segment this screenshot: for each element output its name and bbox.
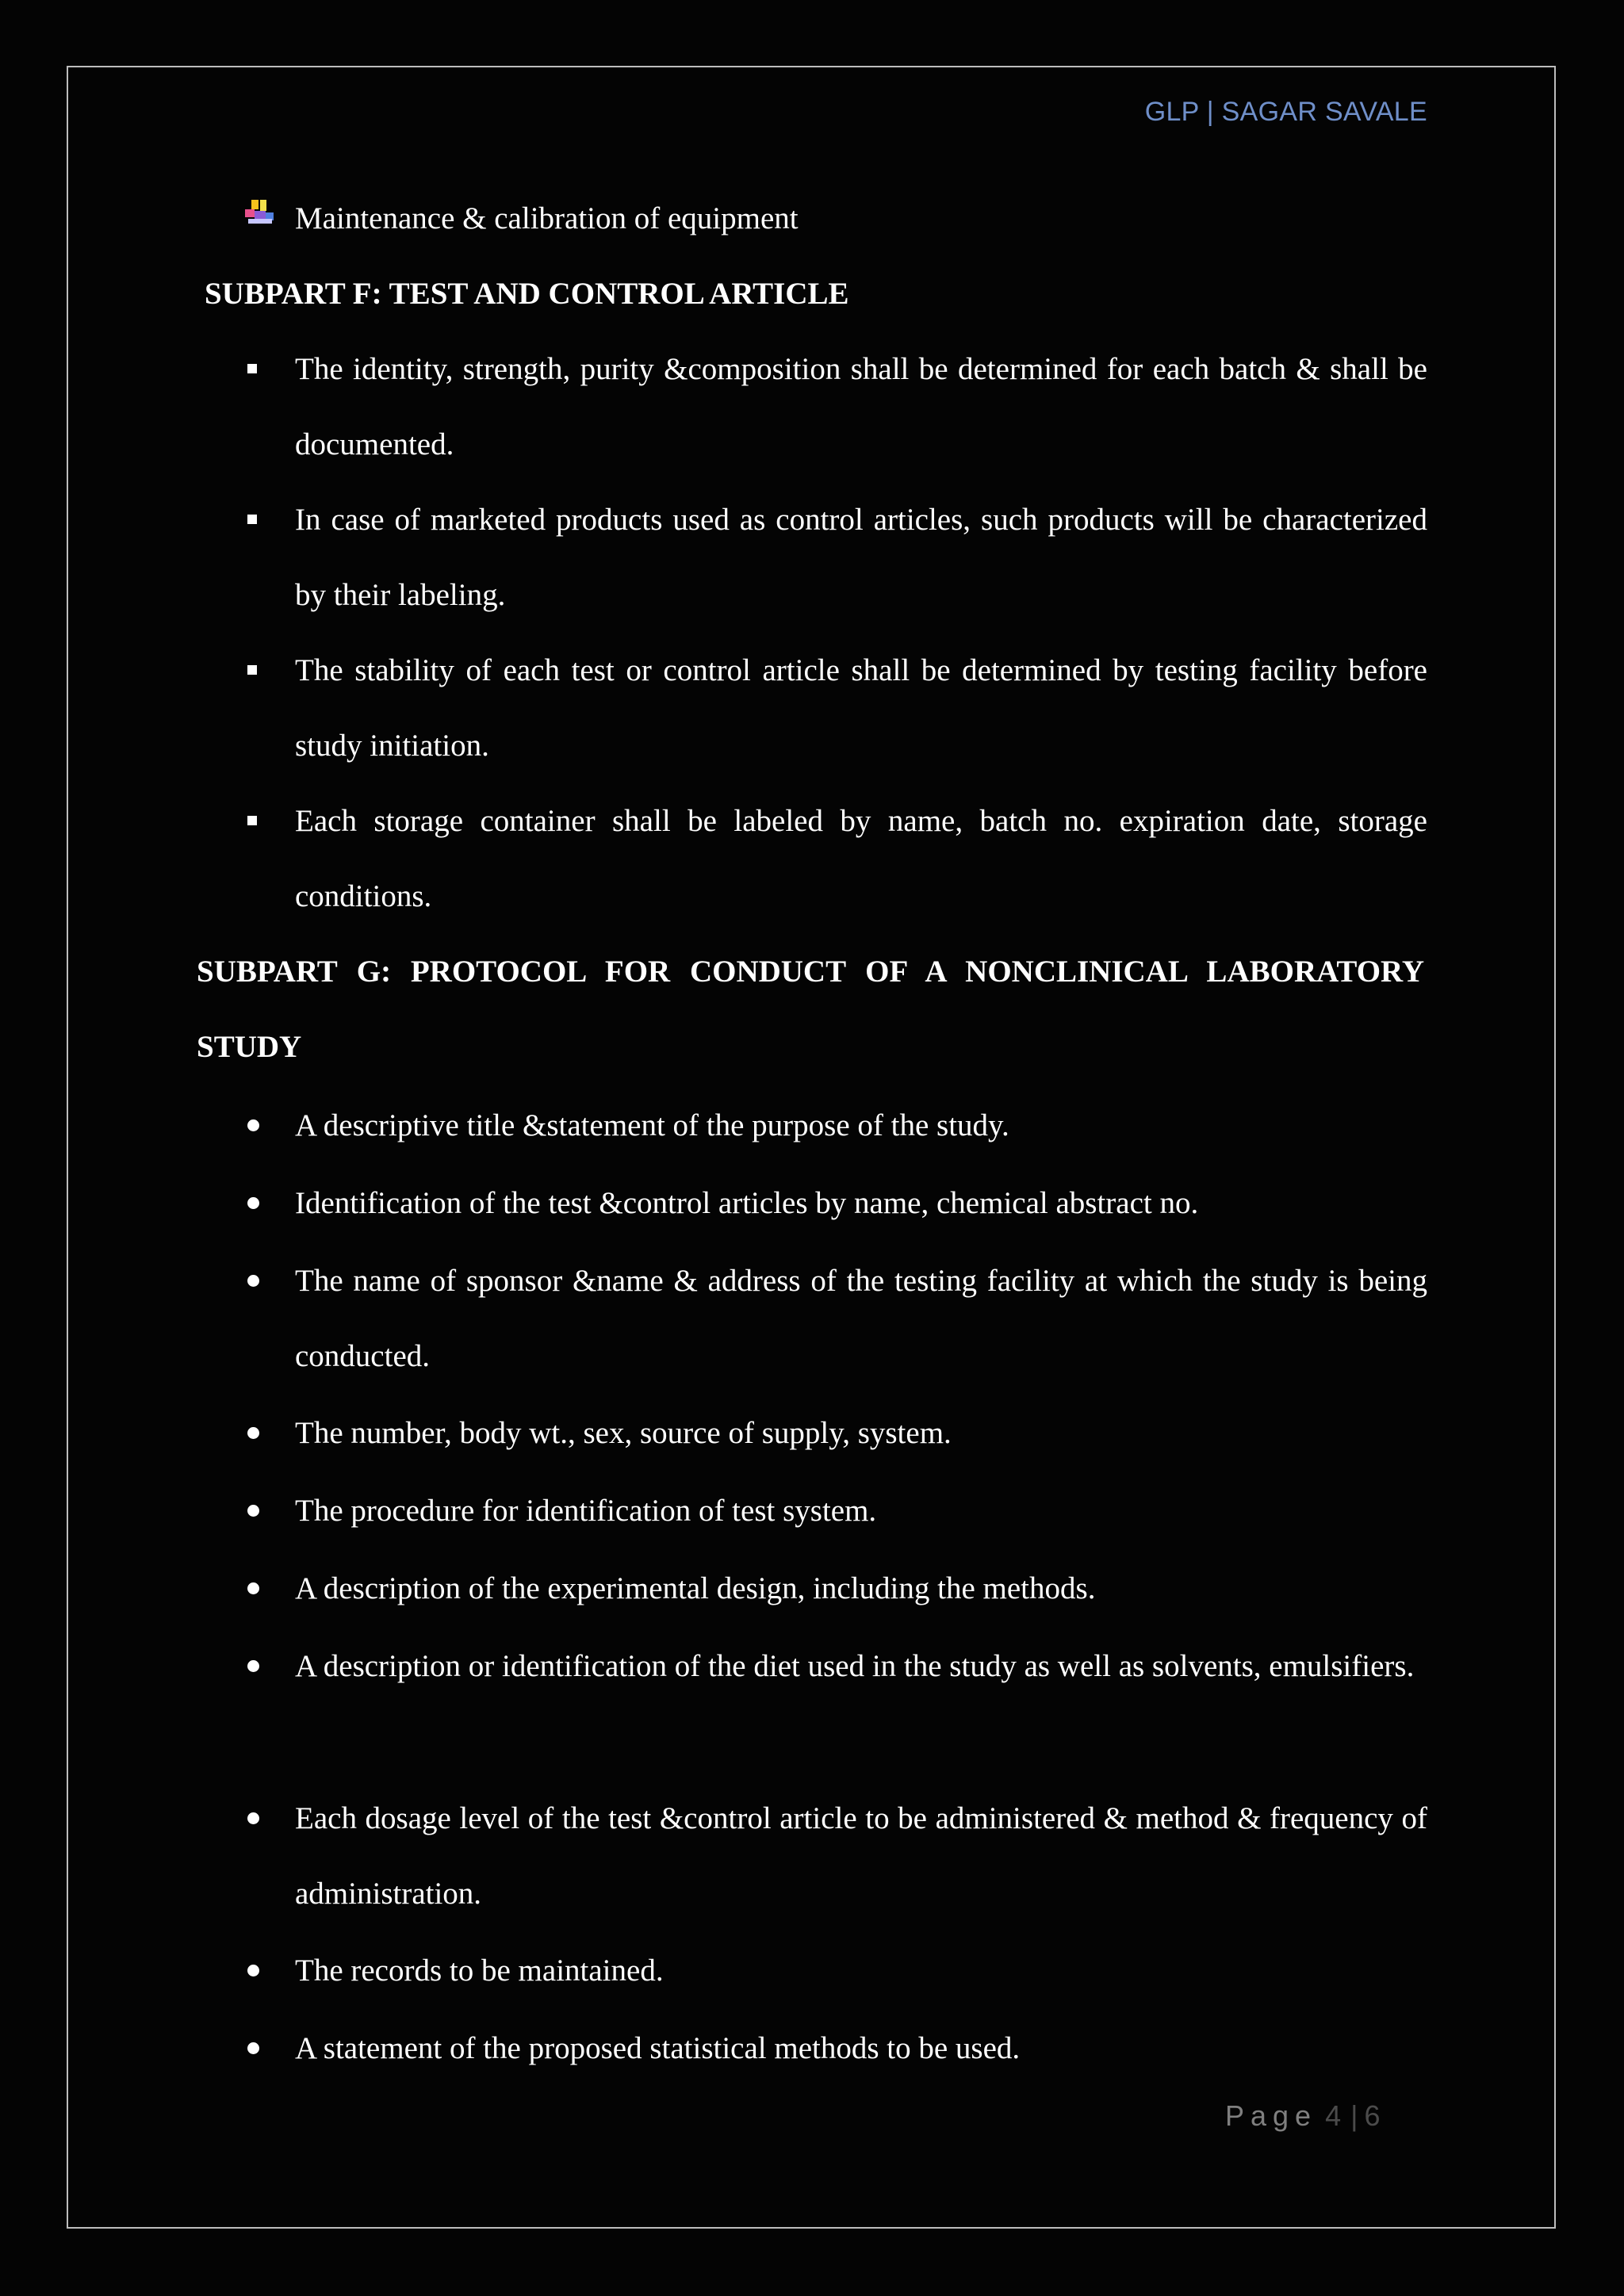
subpart-f-heading: SUBPART F: TEST AND CONTROL ARTICLE <box>205 277 849 311</box>
subpart-g-item: A descriptive title &statement of the purpose of the study. <box>295 1108 1009 1142</box>
round-bullet-icon <box>247 1119 259 1131</box>
square-bullet-icon <box>247 816 257 825</box>
page-total: 6 <box>1364 2099 1384 2132</box>
subpart-f-item: Each storage container shall be labeled by name, batch no. expiration date, storage conditions. <box>295 804 1427 913</box>
subpart-f-item: In case of marketed products used as control articles, such products will be characterized by their labeling. <box>295 503 1427 612</box>
subpart-f-item: The stability of each test or control article shall be determined by testing facility before study initiation. <box>295 653 1427 763</box>
page-label: Page <box>1225 2099 1318 2132</box>
subpart-g-item: Each dosage level of the test &control article to be administered & method & frequency of administration. <box>295 1801 1427 1911</box>
subpart-g-item: A description of the experimental design, including the methods. <box>295 1571 1096 1605</box>
page-footer <box>1225 2099 1384 2133</box>
subpart-g-item: A description or identification of the diet used in the study as well as solvents, emulsifiers. <box>295 1649 1415 1683</box>
subpart-g-item: Identification of the test &control articles by name, chemical abstract no. <box>295 1186 1199 1220</box>
subpart-g-item: The records to be maintained. <box>295 1954 664 1988</box>
round-bullet-icon <box>247 1965 259 1976</box>
subpart-g-item: The number, body wt., sex, source of supply, system. <box>295 1416 952 1450</box>
square-bullet-icon <box>247 364 257 373</box>
page-separator: | <box>1350 2099 1358 2132</box>
equipment-icon <box>245 200 278 228</box>
square-bullet-icon <box>247 515 257 524</box>
subpart-g-heading: SUBPART G: PROTOCOL FOR CONDUCT OF A NONCLINICAL LABORATORY STUDY <box>197 955 1424 1064</box>
round-bullet-icon <box>247 1660 259 1672</box>
round-bullet-icon <box>247 1197 259 1209</box>
intro-item-text: Maintenance & calibration of equipment <box>295 201 799 235</box>
page-header: GLP | SAGAR SAVALE <box>1144 97 1427 127</box>
square-bullet-icon <box>247 665 257 675</box>
subpart-g-item: A statement of the proposed statistical methods to be used. <box>295 2031 1021 2065</box>
subpart-g-item: The name of sponsor &name & address of the testing facility at which the study is being conducted. <box>295 1264 1427 1373</box>
subpart-g-item: The procedure for identification of test system. <box>295 1494 877 1528</box>
page-number: 4 <box>1325 2099 1345 2132</box>
round-bullet-icon <box>247 1275 259 1287</box>
subpart-f-item: The identity, strength, purity &composition shall be determined for each batch & shall be documented. <box>295 352 1427 461</box>
round-bullet-icon <box>247 2042 259 2054</box>
round-bullet-icon <box>247 1812 259 1824</box>
round-bullet-icon <box>247 1427 259 1439</box>
round-bullet-icon <box>247 1582 259 1594</box>
round-bullet-icon <box>247 1505 259 1517</box>
